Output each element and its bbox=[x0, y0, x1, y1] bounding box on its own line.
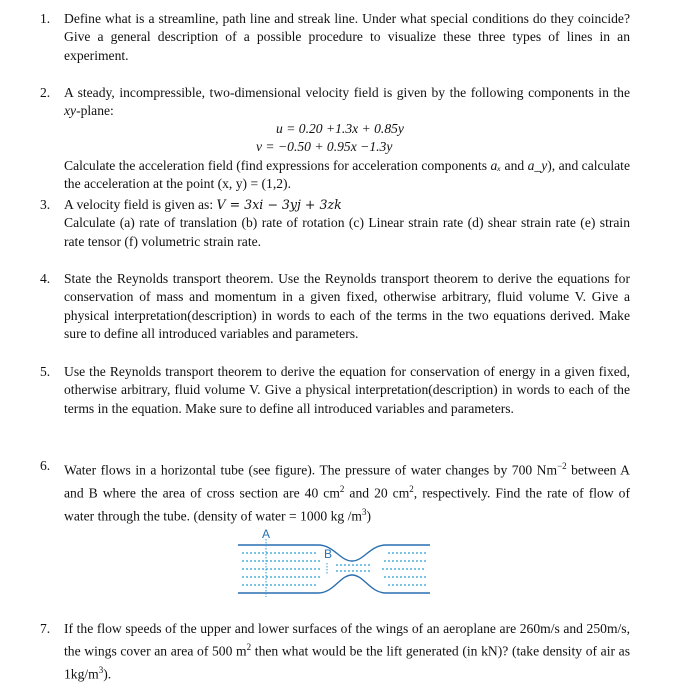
equation-v: v = −0.50 + 0.95x −1.3y bbox=[256, 139, 393, 154]
question-text: Use the Reynolds transport theorem to derive the equation for conservation of energy in a given fixed, otherwise arbitrary, fluid volume V. Give a physical interpretation(description) in words to each of the terms in the equation. Make sure to define all introduced variables and parameters. bbox=[64, 364, 630, 416]
tube-figure bbox=[236, 525, 432, 601]
question-text: If the flow speeds of the upper and lower surfaces of the wings of an aeroplane are 260m/s and 250m/s, the wings cover an area of 500 $m^2$ then what would be the lift generated (in kN)? (take density of air as $1kg/m^3$). bbox=[64, 621, 630, 682]
point-b-label: B bbox=[324, 547, 333, 561]
question-text: Define what is a streamline, path line and streak line. Under what special conditions do they coincide? Give a general description of a possible procedure to visualize these three types of lines in an experiment. bbox=[64, 11, 630, 63]
question-number: 5. bbox=[40, 364, 51, 379]
question-intro: A steady, incompressible, two-dimensional velocity field is given by the following components in the xy-plane: bbox=[64, 85, 630, 119]
question-number: 6. bbox=[40, 458, 51, 473]
question-number: 1. bbox=[40, 11, 51, 26]
question-number: 7. bbox=[40, 621, 51, 636]
question-number: 2. bbox=[40, 85, 51, 100]
question-number: 4. bbox=[40, 271, 51, 286]
question-text: Calculate (a) rate of translation (b) rate of rotation (c) Linear strain rate (d) shear strain rate (e) strain rate tensor (f) volumetric strain rate. bbox=[64, 215, 630, 249]
flow-dots bbox=[242, 553, 426, 585]
velocity-field-equation: V = 3xi − 3yj + 3zk bbox=[216, 197, 342, 212]
question-number: 3. bbox=[40, 197, 51, 212]
question-text: Water flows in a horizontal tube (see figure). The pressure of water changes by 700 $Nm^{-2}$ between A and B where the area of cross section are 40 $cm^2$ and 20 $cm^2$, respectively. Find the rate of flow of water through the tube. (density of water = 1000 kg $/m^3$) bbox=[64, 461, 630, 524]
point-a-label: A bbox=[262, 527, 271, 541]
equation-u: u = 0.20 +1.3x + 0.85y bbox=[276, 121, 404, 136]
question-text: State the Reynolds transport theorem. Use the Reynolds transport theorem to derive the equations for conservation of mass and momentum in a given fixed, otherwise arbitrary, fluid volume V. Give a physical interpretation(description) in words to each of the terms in the two equations derived. Make sure to define all introduced variables and parameters. bbox=[64, 271, 630, 342]
